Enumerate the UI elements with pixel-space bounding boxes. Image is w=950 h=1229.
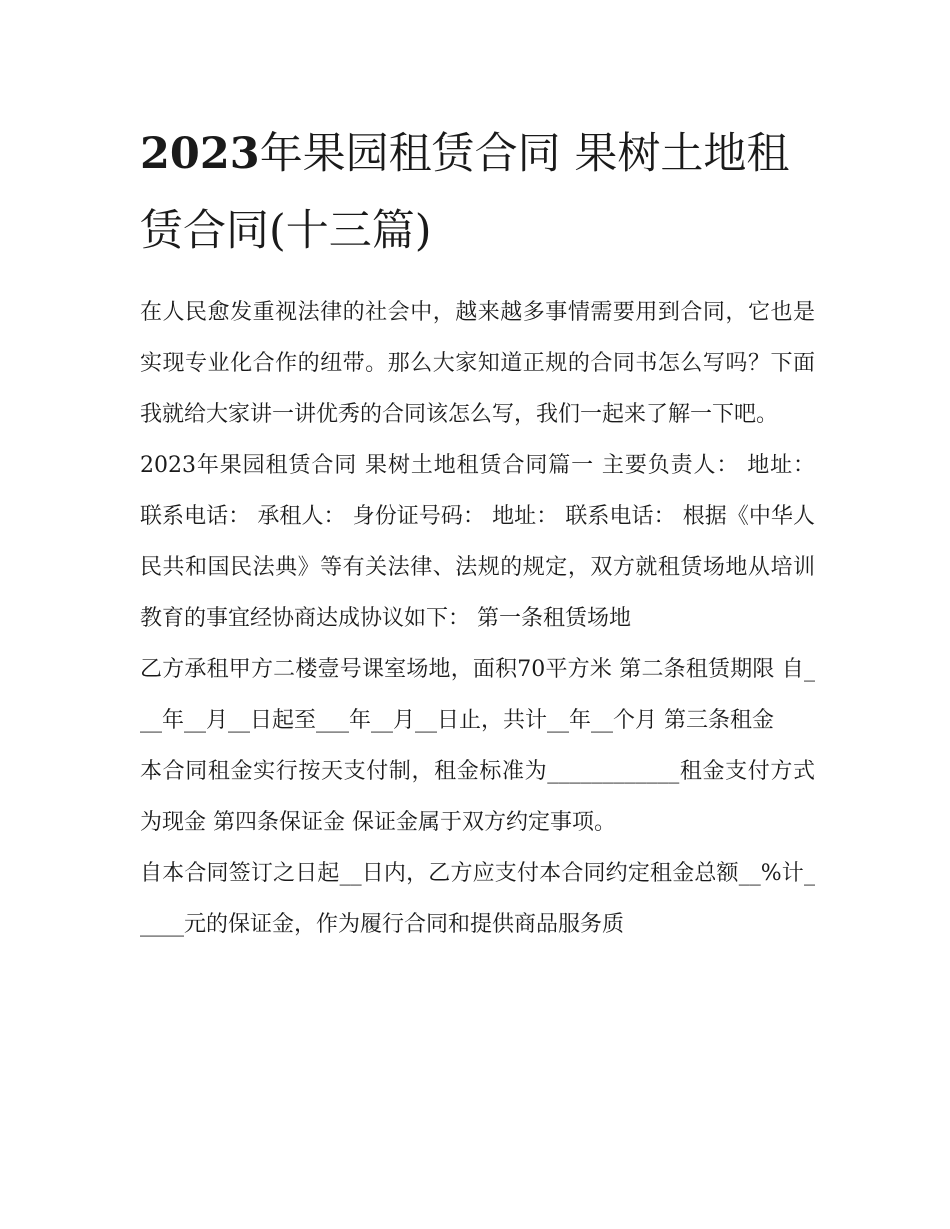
paragraph-lease-term: 乙方承租甲方二楼壹号课室场地，面积70平方米 第二条租赁期限 自___年__月__日起至___年__月__日止，共计__年__个月 第三条租金	[140, 657, 815, 733]
document-body	[140, 116, 815, 950]
title-year: 2023	[140, 129, 260, 179]
title-text: 年果园租赁合同 果树土地租赁合同(十三篇)	[140, 129, 790, 256]
document-title	[140, 116, 815, 270]
paragraph-rent: 本合同租金实行按天支付制，租金标准为____________租金支付方式为现金 第四条保证金 保证金属于双方约定事项。	[140, 759, 815, 835]
paragraph-intro: 在人民愈发重视法律的社会中，越来越多事情需要用到合同，它也是实现专业化合作的纽带。那么大家知道正规的合同书怎么写吗？下面我就给大家讲一讲优秀的合同该怎么写，我们一起来了解一下吧。	[140, 300, 815, 427]
paragraph-deposit: 自本合同签订之日起__日内，乙方应支付本合同约定租金总额__%计_____元的保证金，作为履行合同和提供商品服务质	[140, 861, 815, 937]
paragraph-contract-parties: 2023年果园租赁合同 果树土地租赁合同篇一 主要负责人： 地址： 联系电话： 承租人： 身份证号码： 地址： 联系电话： 根据《中华人民共和国民法典》等有关法律、法规的规定，双方就租赁场地从培训教育的事宜经协商达成协议如下： 第一条租赁场地	[140, 453, 815, 631]
